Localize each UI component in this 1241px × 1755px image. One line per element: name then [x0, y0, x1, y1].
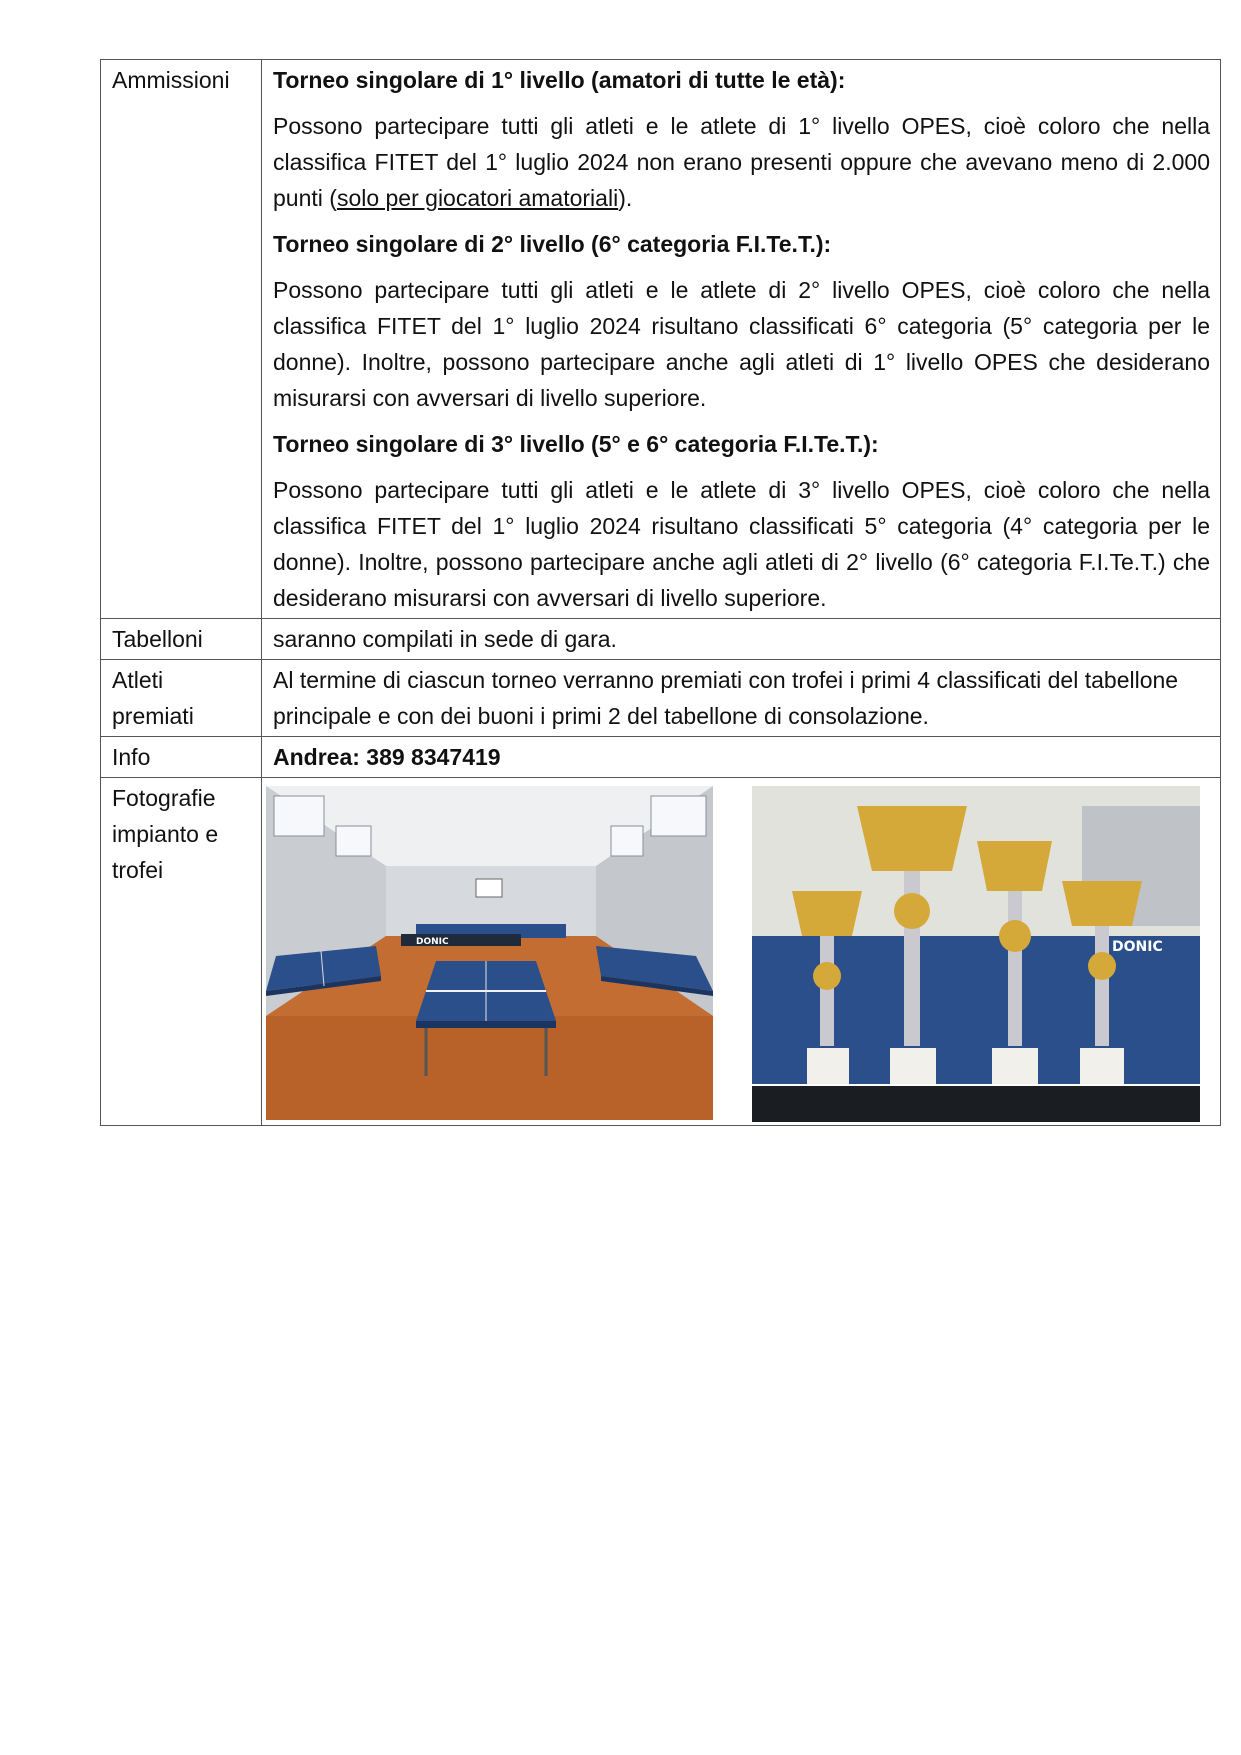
- level-1-heading: Torneo singolare di 1° livello (amatori di tutte le età):: [273, 67, 846, 93]
- level-2-heading: Torneo singolare di 2° livello (6° categoria F.I.Te.T.):: [273, 231, 832, 257]
- level-1-paragraph: [273, 108, 1210, 216]
- level-1-text: Possono partecipare tutti gli atleti e le atlete di 1° livello OPES, cioè coloro che nella classifica FITET del 1° luglio 2024 non erano presenti oppure che avevano meno di 2.000 punti (: [273, 113, 1210, 211]
- row-info: [101, 737, 1221, 778]
- row-ammissioni: [101, 60, 1221, 619]
- row-label-fotografie: Fotografie impianto e trofei: [101, 778, 262, 1126]
- row-label-atleti-premiati: Atleti premiati: [101, 660, 262, 737]
- photos-container: [273, 780, 1210, 1123]
- regulation-table: [100, 59, 1221, 1126]
- level-1-text-end: ).: [618, 185, 633, 211]
- row-label-tabelloni: Tabelloni: [101, 619, 262, 660]
- venue-photo: [266, 786, 713, 1120]
- level-1-underlined-note: solo per giocatori amatoriali: [336, 185, 619, 211]
- level-2-paragraph: Possono partecipare tutti gli atleti e le atlete di 2° livello OPES, cioè coloro che nella classifica FITET del 1° luglio 2024 risultano classificati 6° categoria (5° categoria per le donne). Inoltre, possono partecipare anche agli atleti di 1° livello OPES che desiderano misurarsi con avversari di livello superiore.: [273, 277, 1210, 411]
- level-3-heading: Torneo singolare di 3° livello (5° e 6° categoria F.I.Te.T.):: [273, 431, 879, 457]
- level-3-paragraph: Possono partecipare tutti gli atleti e le atlete di 3° livello OPES, cioè coloro che nella classifica FITET del 1° luglio 2024 risultano classificati 5° categoria (4° categoria per le donne). Inoltre, possono partecipare anche agli atleti di 2° livello (6° categoria F.I.Te.T.) che desiderano misurarsi con avversari di livello superiore.: [273, 477, 1210, 611]
- barrier-sign: DONIC: [416, 937, 449, 947]
- venue-photo-image: [266, 786, 713, 1120]
- row-tabelloni: [101, 619, 1221, 660]
- trophies-photo-image: [752, 786, 1200, 1122]
- trophies-photo: [752, 786, 1200, 1122]
- row-atleti-premiati: [101, 660, 1221, 737]
- info-contact: Andrea: 389 8347419: [262, 737, 1221, 778]
- row-label-info: Info: [101, 737, 262, 778]
- ammissioni-content: [262, 60, 1221, 619]
- photos-cell: [262, 778, 1221, 1126]
- row-fotografie: [101, 778, 1221, 1126]
- tabelloni-text: saranno compilati in sede di gara.: [262, 619, 1221, 660]
- table-sign: DONIC: [1112, 939, 1163, 955]
- row-label-ammissioni: Ammissioni: [101, 60, 262, 619]
- atleti-premiati-text: Al termine di ciascun torneo verranno premiati con trofei i primi 4 classificati del tabellone principale e con dei buoni i primi 2 del tabellone di consolazione.: [262, 660, 1221, 737]
